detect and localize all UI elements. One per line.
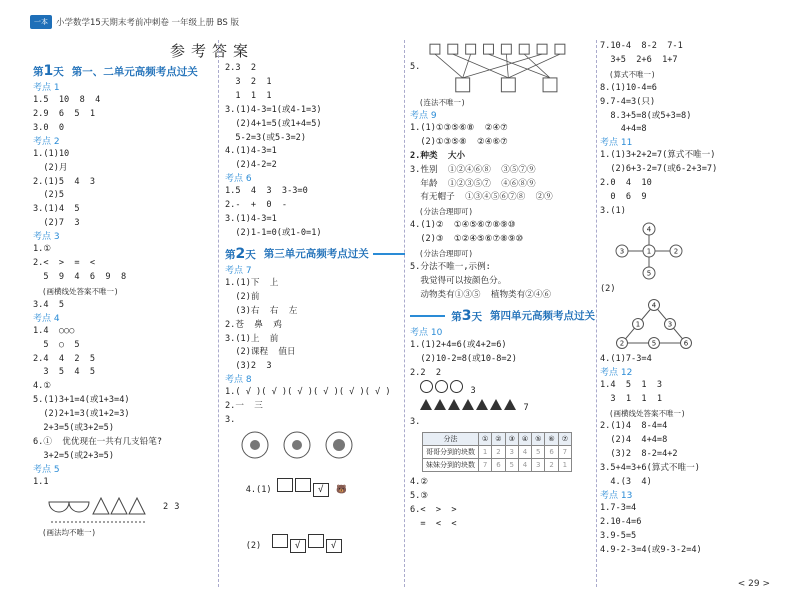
section-title: 第四单元高频考点过关 — [490, 310, 595, 323]
table-cell: 5 — [505, 459, 518, 472]
table-cell: 7 — [558, 446, 571, 459]
answer-line: (3)2 8-2=4+2 — [600, 449, 678, 460]
answer-line: 2.(1)5 4 3 — [33, 176, 96, 187]
answer-line: = < < — [410, 518, 457, 529]
kaodian-heading: 考点 2 — [33, 136, 60, 147]
node-number: 3 — [667, 320, 673, 329]
node-number: 4 — [646, 225, 652, 234]
answer-line: 有无帽子 ①③④⑤⑥⑦⑧ ②⑨ — [410, 192, 553, 203]
table-cell: ⑤ — [532, 433, 545, 446]
column-divider — [218, 40, 219, 587]
table-cell: 3 — [532, 459, 545, 472]
table-cell: 5 — [532, 446, 545, 459]
header-title: 小学数学15天期末考前冲刺卷 一年级上册 BS 版 — [56, 18, 240, 28]
answer-line: (2)前 — [225, 291, 260, 302]
answer-line: 3.(1) — [600, 205, 626, 216]
answer-line: 1.5 4 3 3-3=0 — [225, 186, 308, 197]
kaodian-heading: 考点 3 — [33, 232, 60, 243]
table-cell: 2 — [545, 459, 558, 472]
table-cell: 7 — [479, 459, 492, 472]
answer-line: 2+3=5(或3+2=5) — [33, 423, 115, 434]
answer-line: 2.2 2 — [410, 367, 442, 378]
table-cell: 1 — [479, 446, 492, 459]
fig-number: 3 — [174, 501, 180, 512]
answer-line: 7.10-4 8-2 7-1 — [600, 41, 683, 51]
table-cell: 哥哥分到的块数 — [423, 446, 479, 459]
answer-line: 3 2 1 — [225, 76, 272, 87]
section-title: 第三单元高频考点过关 — [263, 248, 369, 261]
answer-line: (分法合理即可) — [410, 249, 474, 259]
table-cell: ⑥ — [545, 433, 558, 446]
answer-line: 1.① — [33, 244, 52, 255]
answer-line: 3.(1)4-3=1 — [225, 214, 277, 225]
answer-line: (2)课程 值日 — [225, 347, 296, 358]
answer-line: 8.3+5=8(或5+3=8) — [600, 110, 692, 121]
table-cell: 3 — [505, 446, 518, 459]
answer-line: (2)4 4+4=8 — [600, 435, 668, 446]
kaodian-heading: 考点 10 — [410, 327, 443, 338]
answer-line: 5-2=3(或5-3=2) — [225, 132, 307, 143]
brand-logo: 一本 — [30, 15, 52, 29]
column-2 — [225, 62, 405, 585]
answer-line: 3.5+4=3+6(算式不唯一) — [600, 463, 700, 474]
answer-line: 2.苍 鼻 鸡 — [225, 319, 282, 330]
answer-line: (画横线处答案不唯一) — [600, 408, 686, 418]
answer-line: 1.5 10 8 4 — [33, 95, 101, 105]
answer-line: (分法合理即可) — [410, 207, 474, 217]
fruit-figure — [47, 492, 213, 524]
answer-line: 1.(1)①③⑤⑥⑧ ②④⑦ — [410, 122, 508, 133]
table-cell: ④ — [518, 433, 531, 446]
answer-line: 3.(1)上 前 — [225, 333, 279, 344]
answer-line: (2)7 3 — [33, 218, 80, 229]
cross-diagram — [614, 221, 780, 281]
answer-line: (2)4-2=2 — [225, 160, 277, 171]
answer-line: 动物类有①③⑤ 植物类有②④⑥ — [410, 289, 552, 300]
node-number: 3 — [619, 247, 625, 256]
answer-line: (2)月 — [33, 162, 68, 173]
answer-line: 2.3 2 — [225, 63, 257, 73]
answer-line: 5.③ — [410, 491, 429, 502]
answer-line: (2)10-2=8(或10-8=2) — [410, 353, 517, 364]
answer-line: 1.(1)下 上 — [225, 277, 279, 288]
answer-line: 4.① — [33, 381, 52, 392]
answer-line: (画法均不唯一) — [33, 527, 97, 537]
section-heading-day2: 第2天 第三单元高频考点过关 — [225, 245, 405, 263]
answer-list — [33, 82, 213, 490]
answer-line: 3. — [225, 415, 236, 426]
answer-line: 2.一 三 — [225, 401, 263, 412]
answer-line: 1.4 ○○○ — [33, 325, 75, 336]
answer-line: (3)右 右 左 — [225, 305, 298, 316]
node-number: 6 — [683, 339, 689, 348]
answer-line: 1 1 1 — [225, 90, 272, 101]
column-3 — [410, 40, 595, 585]
table-cell: 6 — [545, 446, 558, 459]
answer-line: (2)1-1=0(或1-0=1) — [225, 227, 322, 238]
section-heading-day1: 第1天 第一、二单元高频考点过关 — [33, 63, 198, 79]
answer-line: 3 5 4 5 — [33, 367, 96, 378]
answer-line: 5.(1)3+1=4(或1+3=4) — [33, 395, 130, 406]
answer-line: 3 1 1 1 — [600, 393, 663, 404]
column-divider — [596, 40, 597, 587]
answer-line: (算式不唯一) — [600, 69, 656, 79]
answer-line: 5.分法不唯一,示例: — [410, 261, 491, 272]
column-1 — [33, 62, 213, 585]
table-cell: 妹妹分到的块数 — [423, 459, 479, 472]
kaodian-heading: 考点 4 — [33, 313, 60, 324]
matching-figure: 5. — [410, 42, 595, 94]
column-4 — [600, 40, 780, 585]
kaodian-heading: 考点 12 — [600, 367, 633, 378]
kaodian-heading: 考点 6 — [225, 174, 252, 185]
node-number: 5 — [651, 339, 657, 348]
answer-line: 4.(1)7-3=4 — [600, 353, 652, 364]
answer-line: 年龄 ①②③⑤⑦ ④⑥⑧⑨ — [410, 178, 536, 189]
answer-line: (画横线处答案不唯一) — [33, 286, 119, 296]
answer-line: 3.4 5 — [33, 299, 65, 310]
triangle-diagram — [614, 299, 780, 351]
answer-line: 1.( √ )( √ )( √ )( √ )( √ )( √ ) — [225, 387, 391, 398]
kaodian-heading: 考点 9 — [410, 110, 437, 121]
answer-line: (2)①③⑤⑧ ②④⑥⑦ — [410, 136, 508, 147]
answer-line: 4.(1)② ①④⑤⑥⑦⑧⑨⑩ — [410, 220, 516, 231]
answer-line: 5 ○ 5 — [33, 339, 80, 350]
answer-line: 2.4 4 2 5 — [33, 353, 96, 364]
answer-line: (2)2+1=3(或1+2=3) — [33, 409, 130, 420]
answer-line: 3.(1)4 5 — [33, 204, 80, 215]
table-cell: 1 — [558, 459, 571, 472]
answer-line: 6.< > > — [410, 504, 457, 515]
answer-line: 1.4 5 1 3 — [600, 379, 663, 390]
table-cell: 4 — [518, 446, 531, 459]
answer-line: 3.(1)4-3=1(或4-1=3) — [225, 104, 322, 115]
table-cell: ② — [492, 433, 505, 446]
animal-figures — [239, 430, 405, 460]
answer-line: (2)6+3-2=7(或6-2+3=7) — [600, 164, 718, 175]
answer-line: (2)③ ①②④⑤⑥⑦⑧⑨⑩ — [410, 234, 524, 245]
answer-line: 4.9-2-3=4(或9-3-2=4) — [600, 544, 702, 555]
answer-line: 4.(3 4) — [600, 477, 652, 488]
q3b-label: (2) — [600, 283, 616, 294]
answer-line: (3)2 3 — [225, 361, 272, 372]
table-cell: ③ — [505, 433, 518, 446]
answer-line: 2.10-4=6 — [600, 516, 642, 527]
answer-line: 2.< > = < — [33, 258, 96, 269]
answer-line: 2.0 4 10 — [600, 178, 652, 189]
node-number: 1 — [635, 320, 641, 329]
node-number: 2 — [673, 247, 679, 256]
q3-label: 3. — [410, 417, 421, 428]
answer-line: 2.9 6 5 1 — [33, 108, 96, 119]
table-cell: ① — [479, 433, 492, 446]
answer-line: 5 9 4 6 9 8 — [33, 271, 127, 282]
answer-line: 8.(1)10-4=6 — [600, 82, 657, 93]
q2-triangles: 7 — [410, 399, 595, 416]
answer-line: 0 6 9 — [600, 192, 647, 203]
kaodian-heading: 考点 11 — [600, 138, 633, 149]
table-cell: 2 — [492, 446, 505, 459]
answer-line: 1.7-3=4 — [600, 502, 637, 513]
answer-line: 6.① 优优现在一共有几支铅笔? — [33, 436, 162, 447]
kaodian-heading: 考点 13 — [600, 490, 633, 501]
kaodian-heading: 考点 1 — [33, 83, 60, 93]
q4-row2: (2) √ √ — [225, 520, 405, 568]
answer-line: 3.性别 ①②④⑥⑧ ③⑤⑦⑨ — [410, 164, 536, 175]
answer-line: 1.1 — [33, 476, 49, 487]
kaodian-heading: 考点 7 — [225, 265, 252, 276]
q2-circles: 3 — [410, 380, 595, 399]
answer-line: 3+2=5(或2+3=5) — [33, 450, 115, 461]
answer-line: 4.② — [410, 477, 429, 488]
answer-line: 2.(1)4 8-4=4 — [600, 421, 668, 432]
node-number: 4 — [651, 301, 657, 310]
kaodian-heading: 考点 5 — [33, 464, 60, 475]
table-cell: 4 — [518, 459, 531, 472]
fig-number: 2 — [163, 501, 169, 512]
split-table — [422, 432, 572, 472]
page-number: < 29 > — [737, 579, 770, 589]
table-cell: 6 — [492, 459, 505, 472]
header — [30, 14, 239, 30]
answer-line: 3+5 2+6 1+7 — [600, 54, 678, 65]
answer-line: (2)5 — [33, 190, 65, 201]
answer-line: 2.- + 0 - — [225, 200, 288, 211]
answer-line: 9.7-4=3(只) — [600, 96, 656, 107]
table-cell: ⑦ — [558, 433, 571, 446]
answer-line: 3.9-5=5 — [600, 530, 637, 541]
q4-row1: 4.(1) √ 🐻 — [225, 464, 405, 512]
kaodian-heading: 考点 8 — [225, 375, 252, 386]
answer-line: 1.(1)10 — [33, 148, 70, 159]
answer-line: 4.(1)4-3=1 — [225, 146, 277, 157]
answer-line: 3.0 0 — [33, 122, 65, 133]
section-heading-day3: 第3天 第四单元高频考点过关 — [410, 307, 595, 325]
node-number: 2 — [619, 339, 625, 348]
table-cell: 分法 — [423, 433, 479, 446]
answer-line: 我觉得可以按颜色分。 — [410, 275, 507, 286]
section-title: 第一、二单元高频考点过关 — [71, 65, 198, 78]
answer-line: 4+4=8 — [600, 124, 647, 135]
answer-line: (连法不唯一) — [410, 98, 466, 107]
page-title: 参考答案 — [170, 42, 255, 60]
answer-line: (2)4+1=5(或1+4=5) — [225, 118, 322, 129]
answer-line: 2.种类 大小 — [410, 150, 466, 161]
node-number: 1 — [646, 247, 652, 256]
answer-line: 1.(1)2+4=6(或4+2=6) — [410, 339, 507, 350]
node-number: 5 — [646, 269, 652, 278]
answer-line: 1.(1)3+2+2=7(算式不唯一) — [600, 150, 716, 161]
